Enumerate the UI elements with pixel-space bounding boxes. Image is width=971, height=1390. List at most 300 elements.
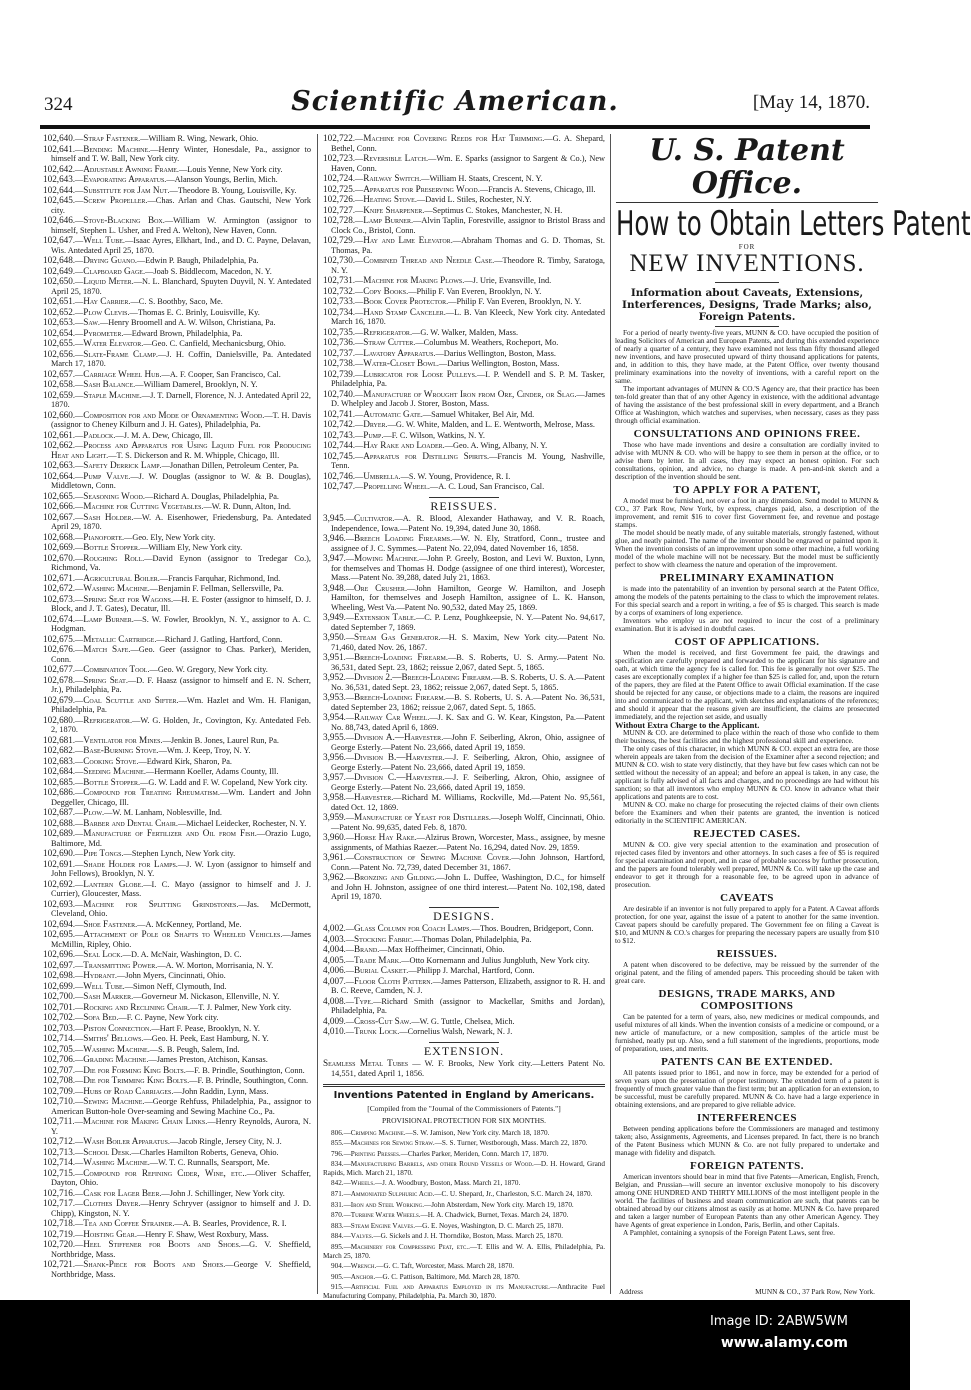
watermark-bar <box>0 1300 910 1390</box>
address-label: Address <box>619 1287 643 1296</box>
advert-paragraph: All patents issued prior to 1861, and now in force, may be extended for a period of seven years upon the presentation of proper testimony. The extended term of a patent is frequently of much greater value than the first term; but an application for an extension, to be successful, must be carefully prepared. MUNN & Co. have had a large experience in obtaining extensions, and are prepared to give reliable advice. <box>615 1068 879 1109</box>
patent-title: Printing Presses <box>350 1149 399 1158</box>
patent-entry: 102,719.—Hoisting Gear.—Henry F. Shaw, West Roxbury, Mass. <box>43 1228 269 1239</box>
patent-entry: 4,009.—Cross-Cut Saw.—W. G. Tuttle, Chelsea, Mich. <box>323 1015 515 1026</box>
patent-entry: 102,669.—Bottle Stopper.—William Ely, New York city. <box>43 542 243 552</box>
patent-title: Seeding Machine <box>83 766 144 776</box>
patent-holder: Alzirus Brown, Worcester, Mass., assignee, by mesne assignments, of Mathias Raezer.—Patent No. 16,294, dated Nov. 29, 1859. <box>331 833 606 852</box>
patent-entry: 102,700.—Sash Marker.—Governeur M. Nickason, Ellenville, N. Y. <box>43 991 280 1001</box>
advert-paragraph: Those who have made inventions and desire a consultation are cordially invited to advise with MUNN & CO. who will be happy to see them in person at the office, or to advise them by letter. In all cases, they may expect an honest opinion. For such consultations, opinion, and advice, no charge is made. A pen-and-ink sketch and a description of the invention should be sent. <box>615 440 879 481</box>
patent-number: 102,694 <box>43 918 73 929</box>
patent-title: Rocking and Reclining Chair <box>83 1001 188 1012</box>
patent-number: 4,004 <box>323 944 344 954</box>
patent-holder: George V. Sheffield, Northbridge, Mass. <box>51 1260 311 1279</box>
patent-holder: J. F. Seiberling, Akron, Ohio, assignee of George Esterly.—Patent No. 23,666, dated April 19, 1859. <box>331 773 606 792</box>
patent-entry: 102,737.—Lavatory Apparatus.—Darius Wellington, Boston, Mass. <box>323 347 556 358</box>
patent-entry: 904.—Wrench.—G. C. Taft, Worcester, Mass. March 28, 1870. <box>331 1262 514 1271</box>
patent-title: Carriage Wheel Hub <box>83 368 160 379</box>
patent-holder: G. C. Pattison, Baltimore, Md. March 28, 1870. <box>382 1272 520 1281</box>
patent-entry: 102,695.—Attachment of Pole or Shafts to Wheeled Vehicles.—James McMillin, Ripley, Ohio. <box>43 929 311 949</box>
patent-holder: G. Sickels and J. H. Thorndike, Boston, Mass. March 25, 1870. <box>380 1232 563 1241</box>
patent-number: 102,723 <box>323 153 353 163</box>
patent-number: 102,682 <box>43 745 73 755</box>
patent-number: 102,738 <box>323 358 353 368</box>
patent-number: 102,647 <box>43 235 73 245</box>
patent-number: 102,744 <box>323 440 353 450</box>
patent-holder: Jonathan Dillen, Petroleum Center, Pa. <box>169 461 299 470</box>
patent-title: Roughing Roll <box>83 552 143 563</box>
patent-number: 102,664 <box>43 470 73 481</box>
patent-number: 102,727 <box>323 204 353 215</box>
patent-holder: William Damerel, Brooklyn, N. Y. <box>143 380 258 389</box>
patent-title: Apparatus for Distilling Spirits <box>363 450 488 461</box>
patent-number: 3,946 <box>323 533 344 543</box>
patent-holder: Charles Parker, Meriden, Conn. March 17, 1870. <box>407 1149 549 1158</box>
patent-holder: Jacob Ringle, Jersey City, N. J. <box>178 1137 282 1146</box>
patent-holder: B. S. Roberts, U. S. Army.—Patent No. 36,531, dated Sept. 23, 1862; reissue 2,067, dated Sept. 5, 1865. <box>331 653 605 672</box>
patent-entry: 3,952.—Division 2.—Breech-Loading Firearm.—B. S. Roberts, U. S. A.—Patent No. 36,531, dated Sept. 23, 1862; reissue 2,067, dated Sept. 5, 1865. <box>323 672 605 692</box>
patent-title: Ore Crusher <box>354 582 405 593</box>
advert-paragraph: is made into the patentability of an invention by personal search at the Patent Office, among the models of the patents pertaining to the class to which the improvement relates. For this special search and a report in writing, a fee of $5 is charged. This search is made by a corps of examiners of long experience. <box>615 584 879 617</box>
patent-entry: 102,672.—Washing Machine.—Benjamin F. Fellman, Sellersville, Pa. <box>43 583 284 593</box>
patent-title: Brand <box>354 944 378 954</box>
patent-number: 3,958 <box>323 792 344 802</box>
advert-paragraph: MUNN & CO. are determined to place within the reach of those who confide to them their business, the best facilities and the highest professional skill and experience. <box>615 728 879 745</box>
patent-number: 102,700 <box>43 991 73 1001</box>
patent-holder: Philipp J. Marchal, Hartford, Conn. <box>416 966 535 975</box>
advert-paragraph: Between pending applications before the Commissioners are managed and testimony taken; also, Assignments, Agreements, and Licenses prepared. In fact, there is no branch of the Patent Business which MUNN & Co. are not fully prepared to undertake and manage with fidelity and dispatch. <box>615 1124 879 1157</box>
patent-title: Extension Table <box>354 612 414 622</box>
patent-number: 102,692 <box>43 878 73 889</box>
patent-entry: 4,002.—Glass Column for Coach Lamps.—Thos. Boudren, Bridgeport, Conn. <box>323 923 594 933</box>
page-number: 324 <box>44 94 73 115</box>
advert-paragraph: Inventors who employ us are not required to incur the cost of a preliminary examination. But it is advised in doubtful cases. <box>615 616 879 633</box>
patent-title: Bottle Stopper <box>83 776 138 787</box>
patent-number: 102,719 <box>43 1228 73 1239</box>
patent-number: 102,735 <box>323 326 353 337</box>
patent-number: 102,643 <box>43 174 73 184</box>
patent-entry: 905.—Anchor.—G. C. Pattison, Baltimore, Md. March 28, 1870. <box>331 1272 520 1281</box>
patent-number: 870 <box>331 1211 342 1220</box>
column-divider <box>317 134 318 1294</box>
patent-title: Saw <box>83 317 98 327</box>
patent-entry: 842.—Wheels.—J. A. Woodbury, Boston, Mass. March 21, 1870. <box>331 1179 521 1188</box>
patent-entry: 102,736.—Straw Cutter.—Columbus M. Weathers, Rocheport, Mo. <box>323 337 559 347</box>
patent-number: 102,712 <box>43 1136 73 1146</box>
patent-title: Sash Marker <box>83 991 132 1001</box>
patent-holder: A. F. Cooper, San Francisco, Cal. <box>169 369 281 379</box>
patent-holder: Isaac Ayres, Elkhart, Ind., and D. C. Payne, Delavan, Wis. Antedated April 25, 1870. <box>51 236 311 255</box>
patent-holder: John Johnson, Hartford, Conn.—Patent No. 72,739, dated December 31, 1867. <box>331 853 605 872</box>
patent-number: 102,745 <box>323 450 353 461</box>
patent-number: 102,688 <box>43 817 73 828</box>
patent-title: Shank-Piece for Boots and Shoes <box>83 1259 224 1269</box>
patent-title: Barber and Dental Chair <box>83 817 176 828</box>
patent-holder: Darius Wellington, Boston, Mass. <box>443 348 556 358</box>
patent-entry: 102,687.—Plow.—W. M. Lanham, Noblesville, Ind. <box>43 807 222 817</box>
patent-number: 102,725 <box>323 183 353 194</box>
patent-holder: Francis Farquhar, Richmond, Ind. <box>168 573 281 583</box>
patent-holder: Henry Reynolds, Aurora, N. Y. <box>51 1117 311 1136</box>
patent-title: Spring Seat <box>83 674 126 685</box>
patent-holder: Joab S. Biddlecom, Macedon, N. Y. <box>153 266 272 276</box>
patent-title: Anchor <box>350 1272 374 1281</box>
patent-title: Manufacturing Barrels, and other Round Vessels of Wood <box>350 1160 532 1169</box>
patent-entry: 102,662.—Process and Apparatus for Using Liquid Fuel for Producing Heat and Light.—T. S. Dickerson and R. M. Whipple, Chicago, Ill. <box>43 440 311 460</box>
patent-entry: 102,657.—Carriage Wheel Hub.—A. F. Cooper, San Francisco, Cal. <box>43 368 281 379</box>
patent-number: 102,706 <box>43 1054 73 1064</box>
patent-holder: David Eynon (assignor to Tredegar Co.), Richmond, Va. <box>51 553 311 572</box>
patent-holder: N. L. Blanchard, Spuyten Duyvil, N. Y. Antedated April 25, 1870. <box>51 277 312 296</box>
patent-number: 102,666 <box>43 501 73 511</box>
patent-title: Machine for Making Chain Links <box>82 1116 206 1126</box>
patent-holder: Richard Smith (assignor to Mackellar, Smiths and Jordan), Philadelphia, Pa. <box>331 996 605 1015</box>
patent-number: 102,733 <box>323 296 353 306</box>
patent-holder: Samuel Whitaker, Bel Air, Md. <box>431 409 535 419</box>
patent-holder: John P. Greely, Boston, and Levi W. Buxton, Lynn, for themselves and Thomas H. Dodge (assignee of one third interest), Worcester, Mass.—Patent No. 39,288, dated July 21, 1863. <box>331 554 605 582</box>
patent-title: Construction of Sewing Machine Cover <box>354 852 510 862</box>
patent-holder: C. P. Lenz, Poughkeepsie, N. Y.—Patent No. 94,617, dated September 7, 1869. <box>331 613 605 632</box>
patent-entry: 102,706.—Grading Machine.—James Preston, Atchison, Kansas. <box>43 1054 268 1064</box>
patent-holder: D. F. Haasz (assignor to himself and E. N. Scherr, Jr.), Philadelphia, Pa. <box>51 675 311 694</box>
patent-holder: J. A. Woodbury, Boston, Mass. March 21, 1870. <box>382 1179 521 1188</box>
patent-entry: 102,710.—Sewing Machine.—George Rehfuss, Philadelphia, Pa., assignor to American Button-hole Over-seaming and Sewing Machine Co., Pa. <box>43 1096 311 1116</box>
patent-number: 102,728 <box>323 215 353 225</box>
patent-entry: 4,008.—Type.—Richard Smith (assignor to Mackellar, Smiths and Jordan), Philadelphia, Pa. <box>323 995 605 1015</box>
address-text: MUNN & CO., 37 Park Row, New York. <box>755 1287 875 1296</box>
patent-title: Heel Stiffener for Boots and Shoes <box>83 1239 239 1249</box>
patent-number: 102,665 <box>43 490 73 501</box>
patent-entry: 915.—Artificial Fuel and Apparatus Employed in its Manufacture.—Anthracite Fuel Manufacturing Company, Philadelphia, Pa. March 30, 1870. <box>323 1283 605 1300</box>
advert-paragraph: A model must be furnished, not over a foot in any dimension. Send model to MUNN & CO., 37 Park Row, New York, by express, charges paid, also, a description of the improvement, and remit $16 to cover first Government fee, and revenue and postage stamps. <box>615 496 879 529</box>
patent-number: 102,743 <box>323 429 353 440</box>
patent-holder: Orazio Lugo, Baltimore, Md. <box>51 829 311 848</box>
patent-entry: 102,667.—Sash Holder.—W. A. Eisenhower, Friedensburg, Pa. Antedated April 29, 1870. <box>43 511 311 531</box>
advert-paragraph: The only cases of this character, in which MUNN & CO. expect an extra fee, are those wherein appeals are taken from the decision of the Examiner after a second rejection; and MUNN & CO. wish to state very distinctly, that they have but few cases which can not be settled without the necessity of an appeal; and before an appeal is taken, in any case, the applicant is fully advised of all facts and charges, and no proceedings are had without his sanction; so that all inventors who employ MUNN & CO. know in advance what their applications and patents are to cost. <box>615 744 879 801</box>
patent-title: Strap Fastener <box>83 133 139 143</box>
patent-holder: B. S. Roberts, U. S. A.—Patent No. 36,531, dated Sept. 23, 1862; reissue 2,067, dated Sept. 5, 1865. <box>331 673 605 692</box>
patent-holder: Joseph Wolff, Cincinnati, Ohio.—Patent No. 99,635, dated Feb. 8, 1870. <box>331 813 605 832</box>
patent-holder: William W. Armington (assignor to himself, Stephen L. Usher, and Fred A. Welton), New Haven, Conn. <box>51 216 311 235</box>
patent-number: 102,721 <box>43 1259 73 1269</box>
patent-number: 102,672 <box>43 583 73 593</box>
patent-entry: 4,003.—Stocking Fabric.—Thomas Dolan, Philadelphia, Pa. <box>323 933 532 944</box>
patent-entry: 102,696.—Seal Lock.—D. A. McNair, Washington, D. C. <box>43 949 242 959</box>
patent-title: Substitute for Jam Nut <box>83 184 168 195</box>
patent-title: Water-Closet Bowl <box>363 358 437 368</box>
patent-number: 102,641 <box>43 143 73 154</box>
patent-entry: 102,659.—Staple Machine.—J. T. Darnell, Florence, N. J. Antedated April 22, 1870. <box>43 389 311 409</box>
patent-number: 3,947 <box>323 553 344 563</box>
patent-holder: G. E. Noyes, Washington, D. C. March 25, 1870. <box>422 1221 564 1230</box>
patent-number: 102,702 <box>43 1012 73 1022</box>
patent-number: 102,676 <box>43 644 73 654</box>
patent-title: Manufacture of Yeast for Distillers <box>354 812 489 822</box>
patent-number: 895 <box>331 1243 342 1252</box>
patent-entry: 102,707.—Die for Forming King Bolts.—F. B. Prindle, Southington, Conn. <box>43 1064 305 1075</box>
advert-paragraph: The important advantages of MUNN & CO.'S Agency are, that their practice has been ten-fold greater than that of any other Agency in existence, with the additional advantage of having the assistance of the best professional skill in every department, and a Branch Office at Washington, which watches and supervises, when necessary, cases as they pass through official examination. <box>615 384 879 425</box>
patent-entry: 102,709.—Hubs of Road Carriages.—John Raddin, Lynn, Mass. <box>43 1085 269 1096</box>
advert-section-heading: PRELIMINARY EXAMINATION <box>659 572 835 584</box>
patent-title: Pianoforte <box>83 531 122 542</box>
header-rule <box>40 125 870 129</box>
patent-title: Safety Derrick Lamp <box>83 460 160 470</box>
patent-holder: Theodore R. Timby, Saratoga, N. Y. <box>331 256 605 275</box>
patent-entry: 883.—Steam Engine Valves.—G. E. Noyes, Washington, D. C. March 25, 1870. <box>331 1221 564 1230</box>
extension-holder: W. F. Brooks, New York city.—Letters Patent No. 14,551, dated April 1, 1856. <box>331 1059 605 1078</box>
patent-entry: 102,733.—Book Cover Protector.—Philip F. Van Everen, Brooklyn, N. Y. <box>323 296 582 306</box>
patent-holder: S. B. Peugh, Salem, Ind. <box>158 1044 240 1054</box>
patent-number: 855 <box>331 1139 342 1148</box>
patent-holder: Francis A. Stevens, Chicago, Ill. <box>488 184 596 194</box>
patent-entry: 102,740.—Manufacture of Wrought Iron from Ore, Cinder, or Slag.—James D. Whelpley and Jacob J. Storer, Boston, Mass. <box>323 388 605 408</box>
patent-title: Bottle Stopper <box>83 542 138 552</box>
patent-entry: 102,742.—Dryer.—G. W. White, Malden, and L. E. Wentworth, Melrose, Mass. <box>323 419 595 429</box>
patent-entry: 3,958.—Harvester.—Richard M. Williams, Rockville, Md.—Patent No. 95,561, dated Oct. 12, 1869. <box>323 792 605 812</box>
patent-entry: 102,651.—Hay Carrier.—C. S. Boothby, Saco, Me. <box>43 296 223 306</box>
patent-entry: 102,715.—Compound for Refining Cider, Wine, etc..—Oliver Schaffer, Dayton, Ohio. <box>43 1167 311 1187</box>
patent-holder: Septimus C. Stokes, Manchester, N. H. <box>432 205 563 215</box>
patent-title: Steam Engine Valves <box>350 1221 414 1230</box>
patent-title: Drying Guano <box>83 255 135 265</box>
patent-entry: 3,947.—Mowing Machine.—John P. Greely, Boston, and Levi W. Buxton, Lynn, for themselves and Thomas H. Dodge (assignee of one third interest), Worcester, Mass.—Patent No. 39,288, dated July 21, 1863. <box>323 553 605 582</box>
patent-entry: 102,724.—Railway Switch.—William H. Staats, Crescent, N. Y. <box>323 173 543 183</box>
patent-holder: J. W. Lyon (assignor to himself and John Fellows), Brooklyn, N. Y. <box>51 859 311 878</box>
patent-number: 102,663 <box>43 460 73 470</box>
patent-holder: J. H. Coffin, Danielsville, Pa. Antedated March 17, 1870. <box>51 349 311 368</box>
patent-entry: 102,642.—Adjustable Awning Frame.—Louis Yenne, New York city. <box>43 163 283 174</box>
patent-holder: George Rehfuss, Philadelphia, Pa., assignor to American Button-hole Over-seaming and Sewing Machine Co., Pa. <box>51 1097 311 1116</box>
patent-number: 102,644 <box>43 184 73 195</box>
patent-entry: 102,720.—Heel Stiffener for Boots and Shoes.—G. V. Sheffield, Northbridge, Mass. <box>43 1239 311 1259</box>
patent-title: Wrench <box>350 1262 375 1271</box>
patent-entry: 102,675.—Metallic Cartridge.—Richard J. Gatling, Hartford, Conn. <box>43 633 283 644</box>
patent-title: Wheels <box>350 1179 374 1188</box>
patent-number: 4,003 <box>323 933 344 944</box>
patent-title: Harvester <box>354 792 392 802</box>
patent-number: 102,707 <box>43 1064 73 1075</box>
patent-title: Manufacture of Fertilizer and Oil from Fish <box>83 828 255 838</box>
advert-address <box>615 1286 879 1296</box>
patent-holder: H. E. Foster (assignor to himself, D. J. Block, and J. T. Gates), Decatur, Ill. <box>51 594 312 613</box>
patent-holder: A. C. Loud, San Francisco, Cal. <box>438 482 545 491</box>
advert-paragraph: Are desirable if an inventor is not fully prepared to apply for a Patent. A Caveat affords protection, for one year, against the issue of a patent to another for the same invention. Caveat papers should be carefully prepared. The Government fee on filing a Caveat is $10, and MUNN & CO.'s charges for preparing the necessary papers are usually from $10 to $12. <box>615 904 879 945</box>
patent-number: 102,710 <box>43 1096 73 1106</box>
patent-entry: 3,946.—Breech Loading Firearms.—W. N. Ely, Stratford, Conn., trustee and assignee of J. C. Symmes.—Patent No. 22,094, dated November 16, 1858. <box>323 533 605 553</box>
advert-info: Information about Caveats, Extensions, Interferences, Designs, Trade Marks; also, Foreign Patents. <box>615 282 879 323</box>
patent-holder: S. W. Fowler, Brooklyn, N. Y., assignor to A. C. Hodgman. <box>51 614 311 633</box>
patent-title: Well Tube <box>83 235 123 245</box>
patent-number: 102,696 <box>43 949 73 959</box>
patent-title: Machines for Sewing Straw <box>350 1139 433 1148</box>
patent-entry: 4,010.—Trunk Lock.—Cornelius Walsh, Newark, N. J. <box>323 1026 513 1036</box>
advert-section-heading: CONSULTATIONS AND OPINIONS FREE. <box>633 428 861 440</box>
patent-entry: 102,730.—Combined Thread and Needle Case.—Theodore R. Timby, Saratoga, N. Y. <box>323 255 605 275</box>
patent-holder: Geo. Ely, New York city. <box>132 532 216 542</box>
patent-number: 3,948 <box>323 582 344 593</box>
patent-entry: 102,697.—Transmitting Power.—A. W. Morton, Morrisania, N. Y. <box>43 959 274 970</box>
patent-title: Process and Apparatus for Using Liquid Fuel for Producing Heat and Light <box>51 440 311 460</box>
patent-holder: W. G. Holden, Jr., Covington, Ky. Antedated Feb. 2, 1870. <box>51 715 311 734</box>
patent-title: Refrigerator <box>363 326 410 337</box>
patent-number: 3,956 <box>323 752 344 762</box>
patent-title: Die for Trimming King Bolts <box>83 1075 188 1085</box>
patent-entry: 884.—Valves.—G. Sickels and J. H. Thorndike, Boston, Mass. March 25, 1870. <box>331 1232 563 1241</box>
patent-title: Compound for Refining Cider, Wine, etc. <box>83 1167 245 1178</box>
patent-holder: William R. Wing, Newark, Ohio. <box>148 134 259 143</box>
extension-title: Seamless Metal Tubes <box>323 1058 409 1068</box>
patent-entry: 102,738.—Water-Closet Bowl.—Darius Wellington, Boston, Mass. <box>323 358 560 368</box>
patent-holder: Louis Yenne, New York city. <box>187 164 283 174</box>
patent-title: Evaporating Apparatus <box>83 174 165 184</box>
patent-title: Turbine Water Wheels <box>350 1211 419 1220</box>
patent-number: 102,649 <box>43 265 73 276</box>
advert-section-heading: REISSUES. <box>716 948 778 960</box>
patent-entry: 102,640.—Strap Fastener.—William R. Wing, Newark, Ohio. <box>43 133 259 143</box>
patent-holder: G. W. White, Malden, and L. E. Wentworth, Melrose, Mass. <box>395 420 595 429</box>
patent-title: Pump Valve <box>83 470 129 481</box>
patent-number: 3,959 <box>323 812 344 822</box>
patent-number: 102,645 <box>43 195 73 205</box>
patent-number: 102,730 <box>323 255 353 265</box>
patent-entry: 102,729.—Hay and Lime Elevator.—Abraham Thomas and G. D. Thomas, St. Thomas, Pa. <box>323 235 605 255</box>
patent-number: 102,739 <box>323 368 353 379</box>
patent-entry: 102,648.—Drying Guano.—Edwin P. Baugh, Philadelphia, Pa. <box>43 255 259 265</box>
patent-holder: Thomas E. C. Brinly, Louisville, Ky. <box>137 307 260 317</box>
column-divider <box>610 134 611 1294</box>
patent-title: Railway Car Wheel <box>354 712 428 722</box>
patent-title: Pyrometer <box>83 327 122 338</box>
patent-title: Trade Mark <box>354 954 400 965</box>
advert-title: How to Obtain Letters Patent <box>615 204 971 244</box>
patent-title: Breech Loading Firearms <box>354 533 451 543</box>
patent-entry: 102,727.—Knife Sharpener.—Septimus C. Stokes, Manchester, N. H. <box>323 204 563 215</box>
patent-holder: Philip F. Van Everen, Brooklyn, N. Y. <box>456 297 582 306</box>
patent-list-column-1 <box>43 134 311 1294</box>
patent-number: 102,742 <box>323 419 353 429</box>
patent-number: 102,658 <box>43 379 73 389</box>
patent-title: Breech-Loading Firearm <box>354 652 446 662</box>
patent-entry: 102,686.—Compound for Treating Rheumatism.—Wm. Landert and John Deggeller, Chicago, Ill. <box>43 787 311 807</box>
advert-section-heading: TO APPLY FOR A PATENT, <box>673 484 821 496</box>
patent-entry: 4,006.—Burial Casket.—Philipp J. Marchal, Hartford, Conn. <box>323 965 535 975</box>
patent-title: Piston Connection <box>83 1022 150 1033</box>
patent-number: 102,653 <box>43 317 73 327</box>
patent-number: 4,006 <box>323 965 344 975</box>
patent-number: 102,679 <box>43 694 73 705</box>
patent-number: 102,747 <box>323 481 353 491</box>
patent-number: 102,693 <box>43 898 73 909</box>
patent-number: 102,673 <box>43 593 73 604</box>
patent-title: Lavatory Apparatus <box>363 347 434 358</box>
patent-holder: T. H. Davis (assignor to Cheney Kilburn and J. H. Gates), Philadelphia, Pa. <box>51 410 311 429</box>
patent-title: Manufacture of Wrought Iron from Ore, Cinder, or Slag <box>363 388 575 399</box>
patent-holder: Richard A. Douglas, Philadelphia, Pa. <box>153 491 280 501</box>
patent-entry: 102,699.—Well Tube.—Simon Neff, Clymouth, Ind. <box>43 980 227 991</box>
patent-entry: 102,718.—Tea and Coffee Strainer.—A. B. Searles, Providence, R. I. <box>43 1218 287 1228</box>
patent-title: Hand Stamp Canceler <box>363 306 444 317</box>
patent-title: Hay Rake and Loader <box>363 440 443 450</box>
patent-number: 102,675 <box>43 633 73 644</box>
patent-number: 3,962 <box>323 872 344 882</box>
patent-title: Cask for Lager Beer <box>83 1187 160 1198</box>
patent-title: Staple Machine <box>83 389 140 400</box>
patent-entry: 4,007.—Floor Cloth Pattern.—James Patterson, Elizabeth, assignor to R. H. and B. C. Reeve, Camden, N. J. <box>323 975 605 995</box>
patent-holder: Cornelius Walsh, Newark, N. J. <box>407 1027 513 1036</box>
patent-title: Agricultural Boiler <box>83 572 158 583</box>
patent-number: 102,714 <box>43 1033 73 1043</box>
patent-entry: 102,664.—Pump Valve.—J. W. Douglas (assignor to W. & B. Douglas), Middletown, Conn. <box>43 470 312 490</box>
patent-number: 102,724 <box>323 173 353 183</box>
patent-number: 102,734 <box>323 306 353 317</box>
patent-holder: S. W. Jamison, New York city. March 18, 1870. <box>412 1128 550 1137</box>
patent-number: 3,954 <box>323 712 344 722</box>
patent-title: Cooking Stove <box>83 755 137 766</box>
patent-title: Die for Forming King Bolts <box>83 1064 184 1075</box>
advert-section-heading: CAVEATS <box>720 892 774 904</box>
patent-holder: Hermann Koeller, Adams County, Ill. <box>154 767 279 776</box>
patent-number: 102,736 <box>323 337 353 347</box>
page-header <box>40 82 870 122</box>
patent-holder: Stephen Lynch, New York city. <box>131 849 236 858</box>
patent-title: Plow Clevis <box>83 306 128 317</box>
patent-holder: F. C. Wilson, Watkins, N. Y. <box>391 430 485 440</box>
patent-number: 102,671 <box>43 572 73 583</box>
patent-entry: 102,678.—Spring Seat.—D. F. Haasz (assignor to himself and E. N. Scherr, Jr.), Philadelphia, Pa. <box>43 674 311 694</box>
patent-number: 3,961 <box>323 852 344 862</box>
patent-number: 102,686 <box>43 787 73 797</box>
patent-entry: 3,951.—Breech-Loading Firearm.—B. S. Roberts, U. S. Army.—Patent No. 36,531, dated Sept. 23, 1862; reissue 2,067, dated Sept. 5, 1865. <box>323 652 605 672</box>
patent-entry: 3,955.—Division A.—Harvester.—John F. Seiberling, Akron, Ohio, assignee of George Esterly.—Patent No. 23,666, dated April 19, 1859. <box>323 732 606 752</box>
patent-holder: H. A. Chadwick, Burnet, Texas. March 24, 1870. <box>427 1211 569 1220</box>
patent-holder: Abraham Thomas and G. D. Thomas, St. Thomas, Pa. <box>331 236 605 255</box>
advert-paragraph: For a period of nearly twenty-five years, MUNN & CO. have occupied the position of leading Solicitors of American and European Patents, and during this extended experience of nearly a quarter of a century, they have examined not less than fifty thousand alleged new inventions, and have prosecuted upward of thirty thousand applications for patents, and, in addition to this, they have made, at the Patent Office, over twenty thousand preliminary examinations into the novelty of inventions, with a careful report on the same. <box>615 328 879 385</box>
patent-title: Machine for Cutting Vegetables <box>83 501 202 511</box>
patent-holder: Otto Kornemann and Julius Jungbluth, New York city. <box>409 955 590 965</box>
patent-title: Combined Thread and Needle Case <box>363 255 493 265</box>
patent-holder: Geo. W. Gregory, New York city. <box>157 665 268 674</box>
patent-entry: 102,643.—Evaporating Apparatus.—Alanson Youngs, Berlin, Mich. <box>43 174 278 184</box>
patent-number: 4,010 <box>323 1026 344 1036</box>
patent-entry: 102,739.—Lubricator for Loose Pulleys.—I. P. Wendell and S. P. M. Tasker, Philadelphia, Pa. <box>323 368 605 388</box>
patent-title: Automatic Gate <box>363 408 421 419</box>
patent-number: 102,740 <box>323 388 353 399</box>
patent-entry: 102,644.—Substitute for Jam Nut.—Theodore B. Young, Louisville, Ky. <box>43 184 297 195</box>
patent-title: Pipe Tongs <box>83 848 122 858</box>
patent-holder: James Patterson, Elizabeth, assignor to R. H. and B. C. Reeve, Camden, N. J. <box>331 976 605 995</box>
patent-holder: Simon Neff, Clymouth, Ind. <box>133 981 227 991</box>
patent-holder: J. T. Darnell, Florence, N. J. Antedated April 22, 1870. <box>51 390 311 409</box>
patent-number: 102,705 <box>43 1043 73 1054</box>
patent-title: Burial Casket <box>354 965 407 975</box>
patent-title: Washing Machine <box>83 1157 148 1167</box>
advert-section-heading: REJECTED CASES. <box>693 828 801 840</box>
patent-holder: Henry F. Shaw, West Roxbury, Mass. <box>145 1229 269 1239</box>
patent-number: 871 <box>331 1190 342 1199</box>
patent-number: 102,731 <box>323 275 353 285</box>
patent-holder: Henry Winter, Honesdale, Pa., assignor to himself and T. W. Ball, New York city. <box>51 144 311 163</box>
england-compiled: [Compiled from the "Journal of the Commissioners of Patents."] <box>367 1103 561 1113</box>
patent-number: 102,697 <box>43 959 73 970</box>
patent-holder: T. J. Palmer, New York city. <box>198 1002 292 1012</box>
patent-holder: T. Ellis and W. A. Ellis, Philadelphia, Pa. March 25, 1870. <box>323 1243 605 1260</box>
patent-number: 3,953 <box>323 692 344 702</box>
patent-entry: 3,960.—Horse Hay Rake.—Alzirus Brown, Worcester, Mass., assignee, by mesne assignments, of Mathias Raezer.—Patent No. 16,294, dated Nov. 29, 1859. <box>323 832 606 852</box>
patent-title: Liquid Meter <box>83 276 132 286</box>
advert-paragraph: The model should be neatly made, of any suitable materials, strongly fastened, without glue, and neatly painted. The name of the inventor should be engraved or painted upon it. When the invention consists of an improvement upon some other machine, a full working model of the whole machine will not be necessary. But the model must be sufficiently perfect to show with clearness the nature and operation of the improvement. <box>615 528 879 569</box>
patent-holder: J. Urie, Evansville, Ind. <box>472 276 552 285</box>
advert-subtitle: NEW INVENTIONS. <box>629 250 865 277</box>
